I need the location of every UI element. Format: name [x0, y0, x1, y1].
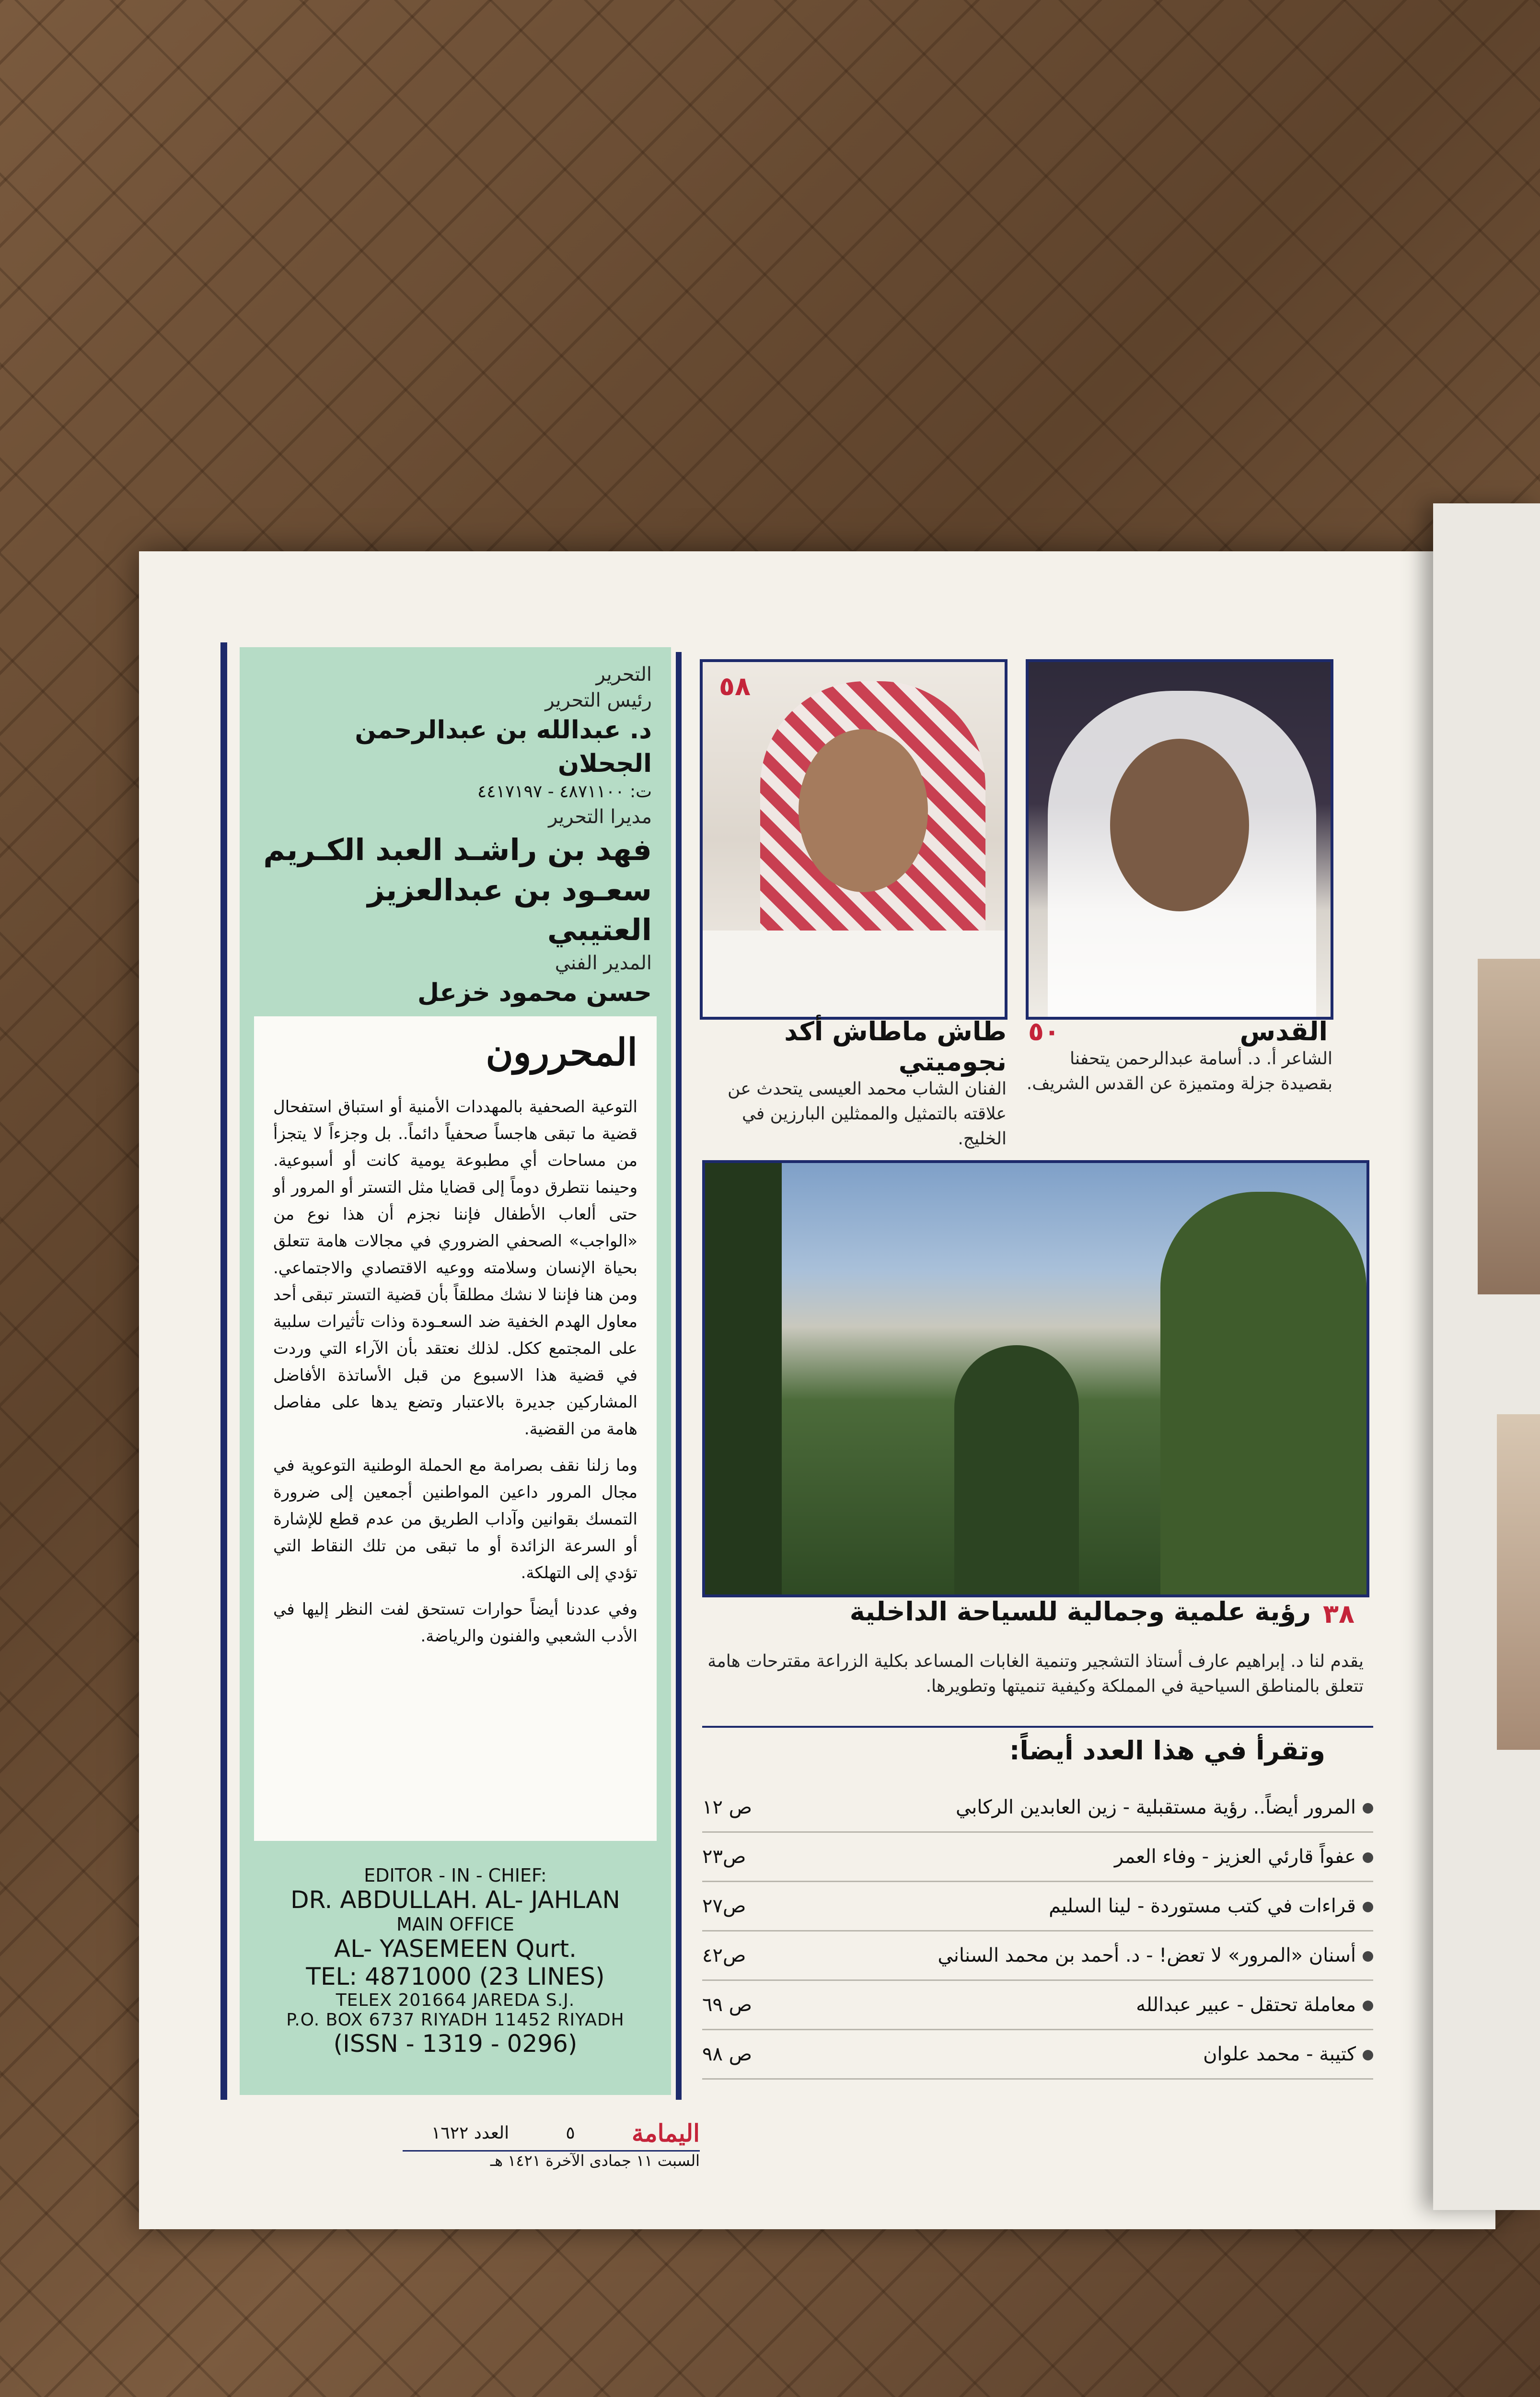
- feature-title: القدس: [1239, 1016, 1328, 1047]
- list-item-page: ص٢٣: [702, 1846, 746, 1868]
- feature-text: الفنان الشاب محمد العيسى يتحدث عن علاقته بالتمثيل والممثلين البارزين في الخليج.: [728, 1079, 1007, 1149]
- editorial-box: [254, 1016, 657, 1841]
- feature-page-number: ٥٨: [719, 671, 751, 701]
- list-item: [702, 2030, 1373, 2080]
- list-item: [702, 1833, 1373, 1882]
- feature-photo-landscape: [702, 1160, 1369, 1597]
- phone-number: ت: ٤٨٧١١٠٠ - ٤٤١٧١٩٧: [477, 782, 652, 802]
- feature-photo-poet: [1026, 659, 1333, 1020]
- manager-name: سعـود بن عبدالعزيز العتيبي: [367, 872, 652, 948]
- list-item-text: [938, 1944, 1373, 1966]
- list-item-text: [1136, 1994, 1373, 2016]
- art-director-label: المدير الفني: [555, 952, 652, 975]
- bullet-icon: [1363, 1902, 1373, 1912]
- list-item: [702, 1783, 1373, 1833]
- list-item-page: ص ١٢: [702, 1796, 753, 1818]
- list-item-text: [1049, 1895, 1373, 1917]
- editorial-title: المحررون: [486, 1031, 637, 1074]
- list-item-text: [1114, 1846, 1373, 1868]
- column-rule: [220, 642, 227, 2100]
- feature-page-number: ٥٠: [1028, 1016, 1060, 1047]
- feature-item: [702, 1649, 1364, 1699]
- footer-rule: [403, 2150, 700, 2152]
- list-item: [702, 1882, 1373, 1932]
- photo-tree: [705, 1163, 782, 1594]
- list-item-title: عفواً قارئي العزيز - وفاء العمر: [1114, 1846, 1356, 1868]
- issue-number: العدد ١٦٢٢: [431, 2123, 509, 2143]
- list-item-title: معاملة تحتقل - عبير عبدالله: [1136, 1994, 1356, 2016]
- feature-item: [1026, 1016, 1332, 1096]
- art-director-name: حسن محمود خزعل: [417, 978, 652, 1008]
- list-item-title: المرور أيضاً.. رؤية مستقبلية - زين العابدين الركابي: [955, 1796, 1356, 1818]
- also-list: [702, 1783, 1373, 2080]
- list-item-title: أسنان «المرور» لا تعض! - د. أحمد بن محمد السناني: [938, 1944, 1356, 1966]
- also-header: [702, 1735, 1325, 1766]
- bullet-icon: [1363, 2001, 1373, 2011]
- photo-tree: [954, 1345, 1079, 1594]
- list-item-page: ص٢٧: [702, 1895, 746, 1917]
- english-masthead: [240, 1865, 671, 2058]
- next-page-photo: [1478, 959, 1540, 1294]
- feature-text: يقدم لنا د. إبراهيم عارف أستاذ التشجير وتنمية الغابات المساعد بكلية الزراعة مقترحات هامة تتعلق بالمناطق السياحية في المملكة وكيفية تنميتها وتطويرها.: [707, 1652, 1364, 1696]
- bullet-icon: [1363, 1852, 1373, 1863]
- list-item: [702, 1981, 1373, 2030]
- feature-page-number: ٣٨: [1323, 1599, 1355, 1629]
- list-item-text: [956, 1796, 1373, 1818]
- list-item-title: قراءات في كتب مستوردة - لينا السليم: [1049, 1895, 1356, 1917]
- editorial-column: [240, 647, 671, 2095]
- english-pobox: P.O. BOX 6737 RIYADH 11452 RIYADH: [286, 2010, 625, 2030]
- column-rule: [676, 652, 682, 2100]
- list-item: [702, 1932, 1373, 1981]
- bullet-icon: [1363, 2050, 1373, 2060]
- photo-face: [1110, 739, 1249, 911]
- english-office-address: AL- YASEMEEN Qurt.: [334, 1935, 577, 1963]
- english-issn: (ISSN - 1319 - 0296): [333, 2030, 578, 2058]
- managers-label: مديرا التحرير: [548, 805, 652, 828]
- english-telex: TELEX 201664 JAREDA S.J.: [336, 1990, 575, 2010]
- list-item-title: كتيبة - محمد علوان: [1203, 2043, 1356, 2065]
- chief-name: د. عبدالله بن عبدالرحمن الجحلان: [355, 716, 652, 779]
- editorial-paragraph: وفي عددنا أيضاً حوارات تستحق لفت النظر إليها في الأدب الشعبي والفنون والرياضة.: [273, 1600, 637, 1646]
- issue-date: السبت ١١ جمادى الآخرة ١٤٢١ هـ: [490, 2152, 700, 2170]
- english-office-label: MAIN OFFICE: [396, 1914, 514, 1935]
- feature-photo-actor: [700, 659, 1007, 1020]
- bullet-icon: [1363, 1803, 1373, 1814]
- feature-title: رؤية علمية وجمالية للسياحة الداخلية: [849, 1596, 1311, 1627]
- list-item-text: [1203, 2043, 1373, 2065]
- english-chief-label: EDITOR - IN - CHIEF:: [364, 1865, 547, 1886]
- manager-name: فهد بن راشـد العبد الكـريم: [263, 832, 652, 867]
- photo-subject: [703, 931, 1005, 1020]
- feature-item: [702, 1596, 1311, 1627]
- editorial-paragraph: وما زلنا نقف بصرامة مع الحملة الوطنية التوعوية في مجال المرور داعين المواطنين أجمعين إلى ضرورة التمسك بقوانين وآداب الطريق من عدم قطع للإشارة أو السرعة الزائدة أو ما تبقى من تلك النقاط التي تؤدي إلى التهلكة.: [273, 1456, 637, 1582]
- section-label: التحرير: [596, 663, 652, 686]
- feature-item: [700, 1016, 1007, 1152]
- list-item-page: ص ٦٩: [702, 1994, 753, 2016]
- masthead-logo: اليمامة: [632, 2119, 700, 2147]
- list-item-page: ص٤٢: [702, 1944, 746, 1966]
- also-title: وتقرأ في هذا العدد أيضاً:: [1009, 1735, 1325, 1766]
- photo-tree: [1160, 1192, 1366, 1594]
- feature-title: طاش ماطاش أكد نجوميتي: [784, 1016, 1007, 1077]
- english-chief-name: DR. ABDULLAH. AL- JAHLAN: [290, 1886, 620, 1914]
- photo-face: [799, 729, 928, 892]
- next-page-photo: [1497, 1414, 1540, 1750]
- next-page-edge: [1433, 503, 1540, 2210]
- english-tel: TEL: 4871000 (23 LINES): [306, 1963, 605, 1990]
- feature-text: الشاعر أ. د. أسامة عبدالرحمن يتحفنا بقصيدة جزلة ومتميزة عن القدس الشريف.: [1026, 1049, 1332, 1094]
- list-item-page: ص ٩٨: [702, 2043, 753, 2065]
- editorial-paragraph: التوعية الصحفية بالمهددات الأمنية أو استباق استفحال قضية ما تبقى هاجساً صحفياً دائماً.. بل وجزءاً لا يتجزأ من مساحات أي مطبوعة يومية كانت أو أسبوعية. وحينما نتطرق دوماً إلى قضايا مثل التستر أو المرور أو حتى ألعاب الأطفال فإننا نجزم أن هذا نوع من «الواجب» الصحفي الضروري في مجالات هامة تتعلق بحياة الإنسان وسلامته ووعيه الاقتصادي والاجتماعي. ومن هنا فإننا لا نشك مطلقاً بأن قضية التستر تبقى أحد معاول الهدم الخفية ضد السعـودة وذات تأثيرات سلبية على المجتمع ككل. لذلك نعتقد بأن الآراء التي وردت في قضية هذا الاسبوع من قبل الأساتذة الأفاضل المشاركين جديرة بالاعتبار وتضع يدها على مفاصل هامة من القضية.: [273, 1097, 637, 1439]
- section-rule: [702, 1726, 1373, 1728]
- staff-list: [240, 647, 671, 1010]
- chief-label: رئيس التحرير: [545, 689, 652, 711]
- page-number: ٥: [566, 2123, 575, 2143]
- bullet-icon: [1363, 1951, 1373, 1962]
- page-footer: [220, 2119, 700, 2170]
